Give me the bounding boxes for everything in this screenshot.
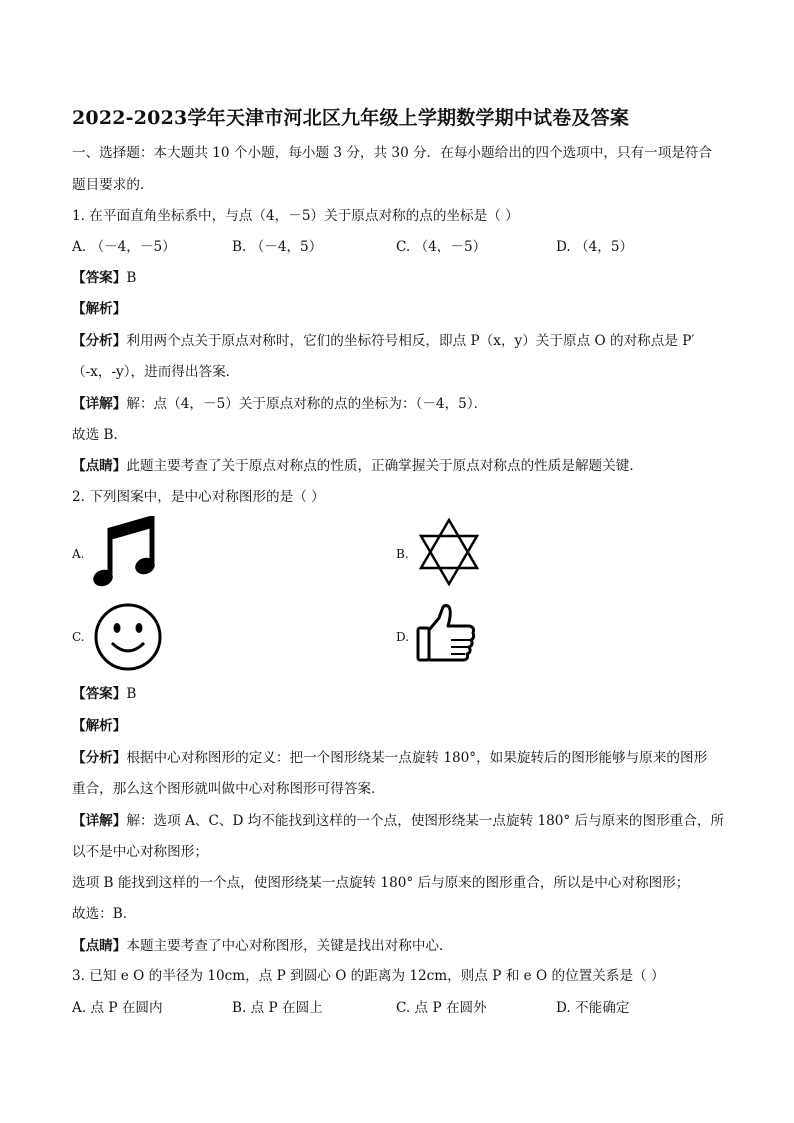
- q2-dianjing-tag: 【点睛】: [72, 938, 127, 954]
- q1-xiangjie-tag: 【详解】: [72, 396, 127, 412]
- smiley-face-icon: [92, 601, 164, 673]
- q3-option-b: B. 点 P 在圆上: [232, 1000, 323, 1016]
- q2-fenxi-tag: 【分析】: [72, 750, 127, 766]
- q2-fenxi-line-2: 重合，那么这个图形就叫做中心对称图形可得答案．: [72, 781, 385, 797]
- q2-xiangjie-line-1: [72, 811, 724, 831]
- q1-dianjing-line: [72, 456, 643, 476]
- q2-fenxi-text-1: 根据中心对称图形的定义：把一个图形绕某一点旋转 180°，如果旋转后的图形能够与原来的图形: [126, 750, 708, 766]
- music-note-icon: [90, 516, 156, 590]
- q1-fenxi-text-1: 利用两个点关于原点对称时，它们的坐标符号相反，即点 P（x，y）关于原点 O 的对称点是 P′: [126, 333, 695, 349]
- q3-stem: 3. 已知 e O 的半径为 10cm，点 P 到圆心 O 的距离为 12cm，则点 P 和 e O 的位置关系是（ ）: [72, 968, 665, 984]
- q2-dianjing-text: 本题主要考查了中心对称图形，关键是找出对称中心．: [126, 938, 453, 954]
- q2-xiangjie-text-1: 解：选项 A、C、D 均不能找到这样的一个点，使图形绕某一点旋转 180° 后与原来的图形重合，所: [126, 813, 725, 829]
- q2-answer-line: [72, 684, 136, 704]
- q2-dianjing-line: [72, 936, 453, 956]
- q1-xiangjie-text: 解：点（4，－5）关于原点对称的点的坐标为：（－4，5）．: [126, 396, 488, 412]
- q1-answer-line: [72, 268, 136, 288]
- q2-fenxi-line-1: [72, 748, 707, 768]
- q1-dianjing-tag: 【点睛】: [72, 458, 127, 474]
- q2-xiangjie-line-2: 以不是中心对称图形；: [72, 844, 208, 860]
- q2-xiangjie-line-3: 选项 B 能找到这样的一个点，使图形绕某一点旋转 180° 后与原来的图形重合，所以是中心对称图形；: [72, 875, 690, 891]
- q1-answer: B: [126, 270, 137, 286]
- section-intro-line-2: 题目要求的．: [72, 177, 154, 193]
- q2-xiangjie-tag: 【详解】: [72, 813, 127, 829]
- q1-fenxi-line-1: [72, 331, 695, 351]
- q2-xiangjie-line-4: 故选：B．: [72, 906, 137, 922]
- q1-xiangjie-line: [72, 394, 487, 414]
- q2-option-a-label: A.: [72, 547, 85, 561]
- q1-stem: 1. 在平面直角坐标系中，与点（4，－5）关于原点对称的点的坐标是（ ）: [72, 208, 519, 224]
- q1-analysis-tag: 【解析】: [72, 301, 127, 317]
- q3-option-c: C. 点 P 在圆外: [396, 1000, 487, 1016]
- document-title: 2022-2023学年天津市河北区九年级上学期数学期中试卷及答案: [72, 107, 630, 129]
- q2-option-c-label: C.: [72, 630, 85, 644]
- q2-stem: 2. 下列图案中，是中心对称图形的是（ ）: [72, 489, 325, 505]
- q3-option-d: D. 不能确定: [556, 1000, 630, 1016]
- section-intro-line-1: 一、选择题：本大题共 10 个小题，每小题 3 分，共 30 分．在每小题给出的四个选项中，只有一项是符合: [72, 145, 713, 161]
- q2-analysis-tag: 【解析】: [72, 718, 127, 734]
- q1-dianjing-text: 此题主要考查了关于原点对称点的性质，正确掌握关于原点对称点的性质是解题关键．: [126, 458, 643, 474]
- q2-option-b-label: B.: [396, 547, 409, 561]
- q2-option-d-label: D.: [396, 630, 410, 644]
- q2-answer: B: [126, 686, 137, 702]
- thumbs-up-icon: [415, 602, 479, 666]
- q1-option-d: D. （4，5）: [556, 239, 634, 255]
- q1-option-a: A. （－4，－5）: [72, 239, 176, 255]
- star-of-david-icon: [418, 518, 480, 586]
- q1-fenxi-tag: 【分析】: [72, 333, 127, 349]
- q1-option-b: B. （－4，5）: [232, 239, 323, 255]
- q2-answer-tag: 【答案】: [72, 686, 127, 702]
- q1-answer-tag: 【答案】: [72, 270, 127, 286]
- q1-option-c: C. （4，－5）: [396, 239, 487, 255]
- q3-option-a: A. 点 P 在圆内: [72, 1000, 163, 1016]
- q1-conclusion: 故选 B．: [72, 427, 128, 443]
- q1-fenxi-line-2: （-x，-y），进而得出答案．: [72, 364, 240, 380]
